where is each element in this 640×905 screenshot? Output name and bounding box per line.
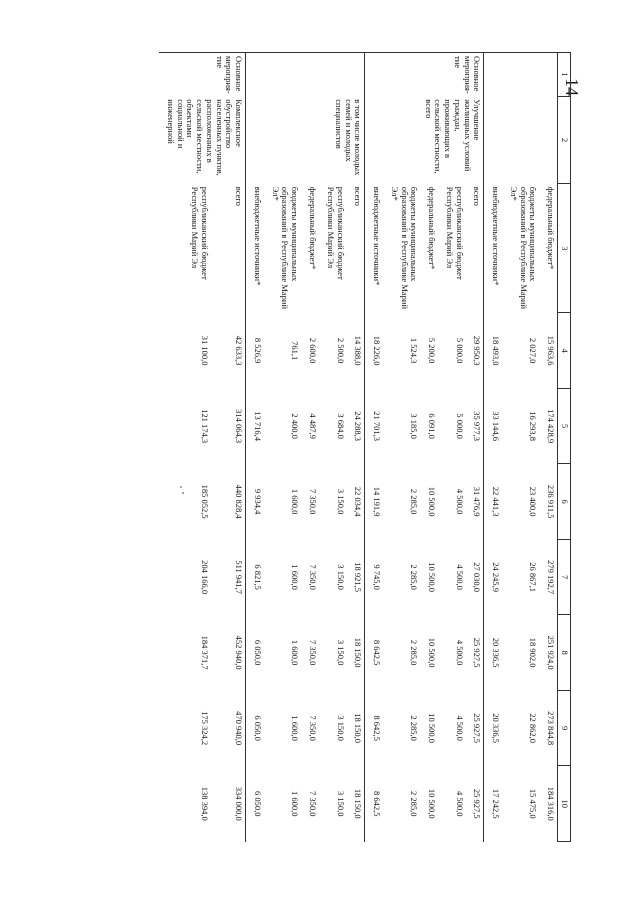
- amount-cell: 7 350,0: [307, 639, 318, 666]
- amount-cell: 5 200,0: [427, 337, 438, 364]
- amount-cell: 10 500,0: [427, 788, 438, 819]
- amount-cell: 251 924,0: [546, 635, 557, 670]
- amount-cell: 6 091,0: [427, 413, 438, 439]
- column-header: 9: [558, 690, 571, 766]
- amount-cell: 18 150,0: [347, 690, 365, 766]
- amount-cell: 20 336,5: [491, 637, 502, 668]
- amount-cell: 23 400,0: [528, 486, 539, 517]
- amount-cell: 5 000,0: [454, 413, 465, 439]
- amount-cell: 2 285,0: [409, 639, 420, 666]
- activity-name-cell: Комплексное обустройство населенных пунктов, расположенных в сельской местности, объектами социальной и инженерной: [159, 96, 246, 184]
- amount-cell: 35 977,3: [466, 388, 484, 464]
- activity-name-cell: [484, 96, 558, 184]
- funding-source-cell: бюджеты муниципальных образований в Республике Марий Эл*: [389, 186, 420, 309]
- funding-source-cell: всего: [347, 184, 365, 313]
- amount-cell: 5 000,0: [454, 337, 465, 364]
- amount-cell: 1 600,0: [290, 639, 301, 666]
- amount-cell: 17 242,5: [491, 788, 502, 819]
- amount-cell: 29 950,3: [466, 313, 484, 389]
- table-row: [347, 53, 365, 842]
- activity-type-cell: Основное мероприя-тие: [159, 53, 246, 97]
- amount-cell: 8 642,5: [372, 715, 383, 741]
- scan-speck: [180, 486, 182, 488]
- activity-type-cell: [484, 53, 558, 97]
- column-header: 1: [558, 53, 571, 97]
- amount-cell: 22 441,3: [491, 486, 502, 517]
- amount-cell: 22 862,0: [528, 713, 539, 744]
- amount-cell: 236 911,5: [546, 484, 557, 519]
- amount-cell: 4 500,0: [454, 715, 465, 741]
- amount-cell: 2 400,0: [290, 413, 301, 439]
- amount-cell: 273 844,8: [546, 711, 557, 746]
- amount-cell: 138 394,0: [200, 786, 211, 821]
- amount-cell: 14 388,0: [347, 313, 365, 389]
- amount-cell: 511 941,7: [211, 539, 246, 615]
- funding-source-cell: федеральный бюджет*: [307, 186, 318, 270]
- amount-cell: 9 934,4: [252, 488, 263, 515]
- amount-cell: 24 245,9: [491, 562, 502, 593]
- amount-cell: 7 350,0: [307, 488, 318, 515]
- amount-cell: 13 716,4: [252, 411, 263, 442]
- activity-type-cell: [246, 53, 365, 97]
- column-number-row: [558, 53, 571, 842]
- amount-cell: 314 064,3: [211, 388, 246, 464]
- amount-cell: 470 940,0: [211, 690, 246, 766]
- amount-cell: 10 500,0: [427, 562, 438, 593]
- amount-cell: 4 500,0: [454, 564, 465, 590]
- amount-cell: 3 150,0: [335, 790, 346, 817]
- column-header: 5: [558, 388, 571, 464]
- amount-cell: 6 050,0: [252, 715, 263, 741]
- amount-cell: 334 000,0: [211, 766, 246, 842]
- amount-cell: 184 371,7: [200, 635, 211, 670]
- table-block: [246, 53, 365, 842]
- amount-cell: 10 500,0: [427, 486, 438, 517]
- amount-cell: 6 050,0: [252, 790, 263, 817]
- amount-cell: 2 285,0: [409, 715, 420, 741]
- amount-cell: 184 316,0: [546, 786, 557, 821]
- amount-cell: 18 226,0: [372, 335, 383, 366]
- scan-speck: [182, 492, 184, 494]
- funding-source-cell: внебюджетные источники*: [372, 186, 383, 286]
- funding-source-cell: бюджеты муниципальных образований в Республике Марий Эл*: [270, 186, 301, 309]
- amount-cell: 279 192,7: [546, 560, 557, 595]
- funding-source-cell: внебюджетные источники*: [252, 186, 263, 286]
- amount-cell: 121 174,3: [200, 409, 211, 444]
- amount-cell: 7 350,0: [307, 564, 318, 590]
- amount-cell: 174 428,9: [546, 409, 557, 444]
- amount-cell: 8 642,5: [372, 639, 383, 666]
- amount-cell: 204 166,0: [200, 560, 211, 595]
- amount-cell: 2 600,0: [307, 337, 318, 364]
- amount-cell: 3 150,0: [335, 639, 346, 666]
- column-header: 3: [558, 184, 571, 313]
- funding-source-cell: всего: [466, 184, 484, 313]
- amount-cell: 31 476,9: [466, 464, 484, 540]
- amount-cell: 16 293,8: [528, 411, 539, 442]
- table-header: [558, 53, 571, 842]
- amount-cell: 18 493,0: [491, 335, 502, 366]
- amount-cell: 25 927,5: [466, 766, 484, 842]
- amount-cell: 24 288,3: [347, 388, 365, 464]
- amount-cell: 2 027,0: [528, 337, 539, 364]
- activity-name-cell: Улучшение жилищных условий граждан, проживающих в сельской местности, всего: [365, 96, 484, 184]
- page-number: 14: [562, 78, 582, 96]
- amount-cell: 26 867,1: [528, 562, 539, 593]
- amount-cell: 33 144,6: [491, 411, 502, 442]
- funding-source-cell: республиканский бюджет Республики Марий Эл: [190, 186, 211, 280]
- amount-cell: 2 285,0: [409, 790, 420, 817]
- amount-cell: 9 745,0: [372, 564, 383, 590]
- amount-cell: 7 350,0: [307, 790, 318, 817]
- funding-source-cell: всего: [211, 184, 246, 313]
- amount-cell: 22 034,4: [347, 464, 365, 540]
- amount-cell: 10 500,0: [427, 713, 438, 744]
- amount-cell: 4 500,0: [454, 488, 465, 515]
- amount-cell: 175 324,2: [200, 711, 211, 746]
- amount-cell: 3 185,0: [409, 413, 420, 439]
- amount-cell: 2 285,0: [409, 488, 420, 515]
- amount-cell: 27 030,0: [466, 539, 484, 615]
- column-header: 7: [558, 539, 571, 615]
- amount-cell: 185 052,5: [200, 484, 211, 519]
- amount-cell: 2 285,0: [409, 564, 420, 590]
- column-header: 2: [558, 96, 571, 184]
- amount-cell: 4 500,0: [454, 639, 465, 666]
- amount-cell: 3 150,0: [335, 488, 346, 515]
- table-block: [365, 53, 484, 842]
- amount-cell: 20 336,5: [491, 713, 502, 744]
- column-header: 6: [558, 464, 571, 540]
- amount-cell: 18 150,0: [347, 615, 365, 691]
- funding-source-cell: бюджеты муниципальных образований в Республике Марий Эл*: [508, 186, 539, 309]
- funding-source-cell: республиканский бюджет Республики Марий Эл: [325, 186, 346, 280]
- amount-cell: 18 921,5: [347, 539, 365, 615]
- amount-cell: 1 524,3: [409, 337, 420, 364]
- rotated-table-container: [159, 52, 571, 842]
- column-header: 10: [558, 766, 571, 842]
- amount-cell: 21 701,3: [372, 411, 383, 442]
- table-row: [211, 53, 246, 842]
- amount-cell: 440 828,4: [211, 464, 246, 540]
- amount-cell: 8 526,9: [252, 337, 263, 364]
- amount-cell: 1 600,0: [290, 715, 301, 741]
- funding-source-cell: федеральный бюджет*: [427, 186, 438, 270]
- funding-source-cell: республиканский бюджет Республики Марий Эл: [444, 186, 465, 280]
- amount-cell: 10 500,0: [427, 637, 438, 668]
- amount-cell: 15 475,0: [528, 788, 539, 819]
- amount-cell: 6 050,0: [252, 639, 263, 666]
- amount-cell: 4 487,9: [307, 413, 318, 439]
- amount-cell: 25 927,5: [466, 690, 484, 766]
- activity-type-cell: Основное мероприя-тие: [365, 53, 484, 97]
- amount-cell: 452 940,0: [211, 615, 246, 691]
- column-header: 4: [558, 313, 571, 389]
- funding-source-cell: федеральный бюджет*: [546, 186, 557, 270]
- table-row: [466, 53, 484, 842]
- amount-cell: 1 600,0: [290, 564, 301, 590]
- amount-cell: 6 821,5: [252, 564, 263, 590]
- table-block: [484, 53, 558, 842]
- amount-cell: 3 150,0: [335, 715, 346, 741]
- amount-cell: 18 150,0: [347, 766, 365, 842]
- amount-cell: 761,1: [290, 341, 301, 361]
- table-block: [159, 53, 246, 842]
- amount-cell: 18 902,0: [528, 637, 539, 668]
- amount-cell: 4 500,0: [454, 790, 465, 817]
- amount-cell: 3 684,0: [335, 413, 346, 439]
- funding-table: [159, 52, 571, 842]
- table-row: [539, 53, 557, 842]
- amount-cell: 2 500,0: [335, 337, 346, 364]
- funding-source-cell: внебюджетные источники*: [491, 186, 502, 286]
- amount-cell: 7 350,0: [307, 715, 318, 741]
- amount-cell: 25 927,5: [466, 615, 484, 691]
- column-header: 8: [558, 615, 571, 691]
- amount-cell: 1 600,0: [290, 488, 301, 515]
- amount-cell: 3 150,0: [335, 564, 346, 590]
- amount-cell: 15 963,6: [546, 335, 557, 366]
- amount-cell: 42 633,3: [211, 313, 246, 389]
- amount-cell: 14 191,9: [372, 486, 383, 517]
- amount-cell: 1 600,0: [290, 790, 301, 817]
- activity-name-cell: в том числе молодых семей и молодых специалистов: [246, 96, 365, 184]
- amount-cell: 31 100,0: [200, 335, 211, 366]
- amount-cell: 8 642,5: [372, 790, 383, 817]
